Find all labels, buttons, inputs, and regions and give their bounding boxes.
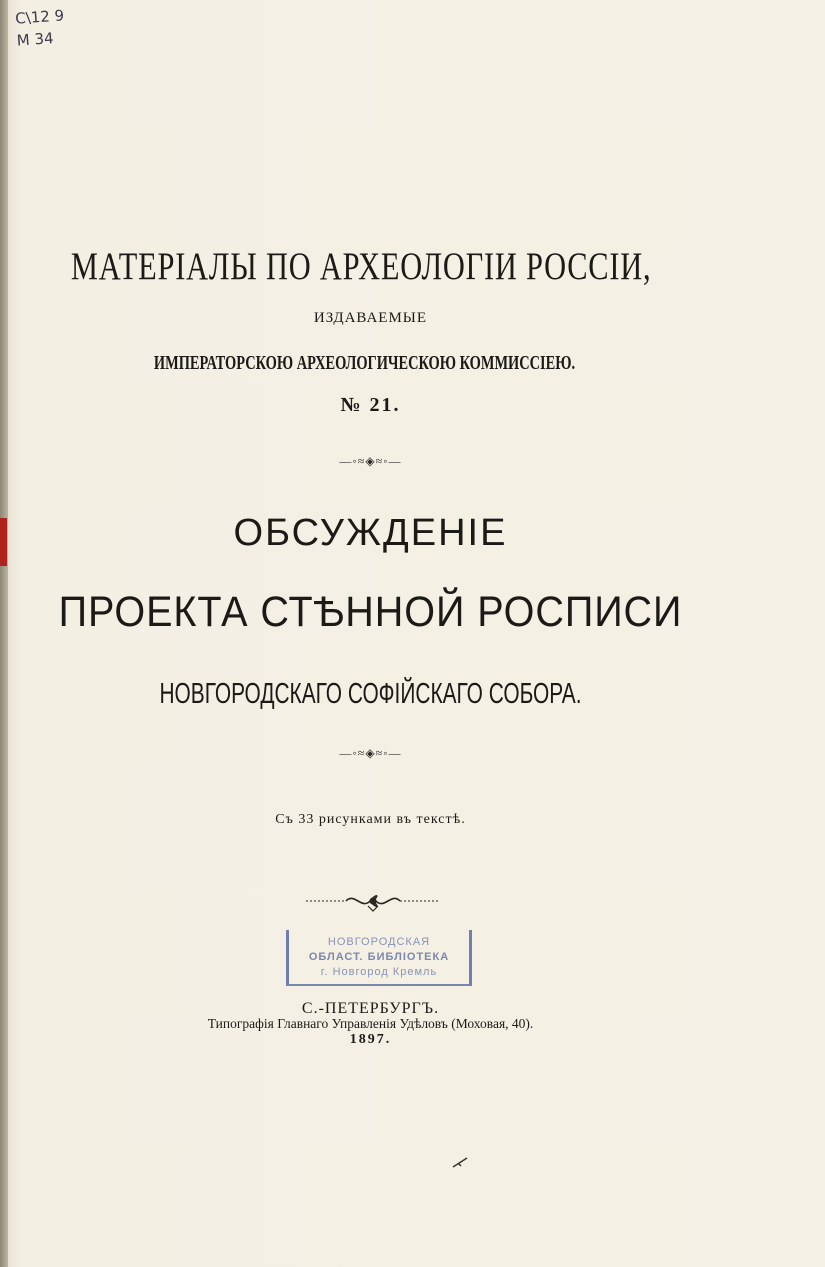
imprint-printer: Типографія Главнаго Управленія Удѣловъ (Моховая, 40). [207,1016,534,1031]
library-stamp [286,930,472,986]
issued-by-label: ИЗДАВАЕМЫЕ [313,310,428,326]
printer-vignette-icon [306,890,440,912]
ornament-divider-top: —◦≈◈≈◦— [339,454,402,468]
imprint-year: 1897. [349,1032,392,1047]
main-title-line-3: НОВГОРОДСКАГО СОФІЙСКАГО СОБОРА. [159,678,582,710]
handwritten-shelf-mark [15,4,67,51]
ornament-divider-bottom: —◦≈◈≈◦— [339,746,402,760]
commission-name: ИМПЕРАТОРСКОЮ АРХЕОЛОГИЧЕСКОЮ КОММИССІЕЮ. [153,352,576,374]
pencil-mark-icon [452,1156,468,1168]
main-title-line-2: ПРОЕКТА СТѢННОЙ РОСПИСИ [58,588,683,636]
shelf-mark-line-2: М 34 [16,29,55,50]
shelf-mark-line-1: С\12 9 [14,6,65,28]
figures-note: Съ 33 рисунками въ текстѣ. [275,812,466,827]
series-title: МАТЕРІАЛЫ ПО АРХЕОЛОГІИ РОССІИ, [70,245,652,288]
imprint-city: С.-ПЕТЕРБУРГЪ. [301,1000,440,1017]
main-title-line-1: ОБСУЖДЕНІЕ [233,512,508,554]
stamp-line-1: НОВГОРОДСКАЯ [327,936,431,948]
issue-number: № 21. [340,394,401,416]
stamp-line-3: г. Новгород Кремль [320,966,438,978]
stamp-line-2: ОБЛАСТ. БИБЛІОТЕКА [308,951,450,963]
